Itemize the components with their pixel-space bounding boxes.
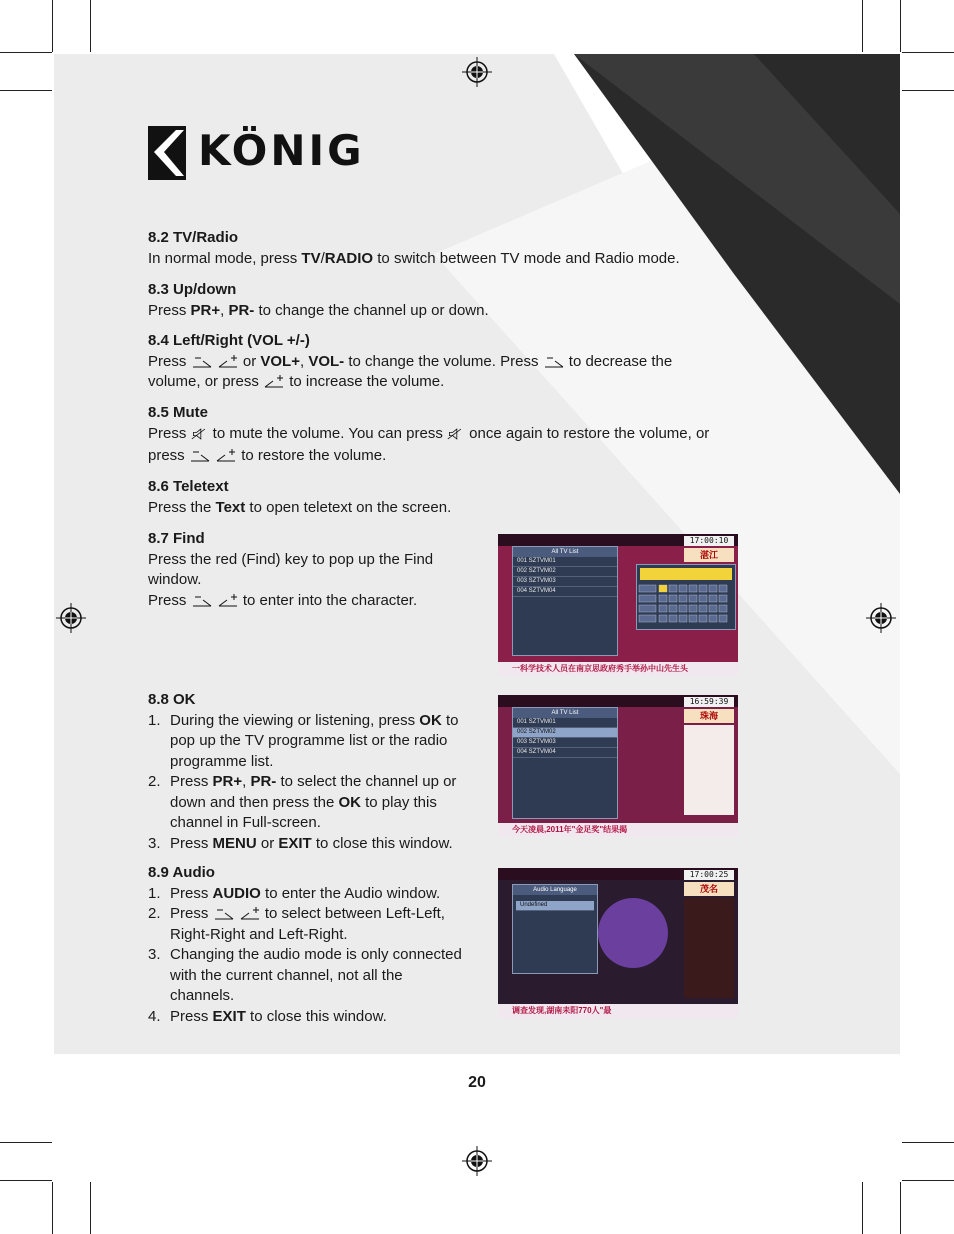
channel-row: 004 SZTVM04	[513, 748, 617, 758]
language-label: ENGLISH	[703, 124, 782, 145]
channel-row: 001 SZTVM01	[513, 557, 617, 567]
text: In normal mode, press	[148, 249, 302, 267]
section-heading: 8.6 Teletext	[148, 478, 229, 495]
section-heading: 8.2 TV/Radio	[148, 229, 239, 246]
key-name: VOL-	[308, 352, 345, 370]
list-item	[148, 884, 488, 905]
volume-down-icon	[191, 594, 213, 608]
text: to enter the Audio window.	[260, 884, 441, 902]
text: to change the volume. Press	[344, 352, 543, 370]
text: to select the channel up or	[276, 773, 457, 790]
section-mute	[148, 403, 748, 467]
crop-mark	[902, 1180, 954, 1181]
list-number: 3.	[148, 834, 161, 852]
crop-mark	[0, 52, 52, 53]
crop-mark	[90, 0, 91, 52]
text: ,	[242, 773, 251, 790]
text: Press	[170, 1007, 213, 1025]
clock-display: 16:59:39	[684, 697, 734, 707]
section-heading: 8.5 Mute	[148, 404, 209, 421]
paragraph	[148, 372, 748, 393]
section-heading: 8.7 Find	[148, 530, 205, 547]
text: with the current channel, not all the	[170, 966, 403, 984]
text: or	[256, 834, 279, 852]
key-name: EXIT	[278, 834, 312, 852]
tv-list-title: All TV List	[513, 547, 617, 557]
channel-row: 003 SZTVM03	[513, 738, 617, 748]
key-name: PR-	[250, 773, 277, 790]
paragraph	[148, 249, 748, 270]
text: to open teletext on the screen.	[245, 498, 452, 516]
find-input-field	[640, 568, 732, 580]
crop-mark	[0, 1142, 52, 1143]
list-item	[148, 834, 488, 855]
key-name: EXIT	[212, 1007, 246, 1025]
text: Press	[170, 884, 213, 902]
text: to close this window.	[245, 1007, 387, 1025]
key-name: Text	[215, 498, 246, 516]
side-advert-panel	[684, 725, 734, 815]
list-number: 3.	[148, 946, 161, 963]
audio-language-panel	[512, 884, 598, 974]
volume-down-icon	[191, 355, 213, 369]
text: Press	[148, 301, 191, 319]
page-number: 20	[468, 1074, 486, 1091]
text: Press	[148, 424, 191, 442]
volume-up-icon	[217, 594, 239, 608]
clock-display: 17:00:10	[684, 536, 734, 546]
volume-up-icon	[239, 907, 261, 921]
crop-mark	[0, 90, 52, 91]
section-audio	[148, 863, 488, 1027]
crop-mark	[52, 1182, 53, 1234]
section-tv-radio	[148, 228, 748, 269]
crop-mark	[862, 1182, 863, 1234]
paragraph	[148, 352, 748, 373]
text: Right-Right and Left-Right.	[170, 925, 348, 943]
channel-row-selected: 002 SZTVM02	[513, 728, 617, 738]
brand-name: KÖNIG	[198, 126, 365, 175]
tv-list-title: All TV List	[513, 708, 617, 718]
registration-mark-icon	[866, 603, 896, 633]
section-ok	[148, 690, 488, 854]
section-heading: 8.8 OK	[148, 691, 196, 708]
paragraph	[148, 446, 748, 467]
text: to play this	[360, 793, 437, 811]
text: to increase the volume.	[285, 373, 445, 390]
list-number: 1.	[148, 884, 161, 902]
text: once again to restore the volume, or	[465, 424, 710, 442]
screenshot-audio-window	[498, 868, 738, 1018]
key-name: OK	[419, 711, 442, 729]
background-graphic	[598, 898, 668, 968]
text: /	[320, 249, 325, 267]
text: volume, or press	[148, 373, 264, 390]
section-find	[148, 529, 478, 611]
city-label: 茂名	[684, 882, 734, 896]
channel-row: 004 SZTVM04	[513, 587, 617, 597]
section-left-right	[148, 331, 748, 393]
audio-window-title: Audio Language	[513, 885, 597, 895]
section-heading: 8.3 Up/down	[148, 281, 237, 298]
key-name: PR+	[212, 773, 243, 790]
crop-mark	[902, 52, 954, 53]
paragraph	[148, 591, 478, 612]
text: Press	[170, 905, 213, 922]
text: channel in Full-screen.	[170, 814, 321, 831]
key-name: OK	[338, 793, 361, 811]
text: Press	[148, 352, 191, 370]
konig-logo-mark-icon	[146, 124, 188, 182]
character-grid	[637, 583, 733, 627]
city-label: 湛江	[684, 548, 734, 562]
paragraph	[148, 301, 748, 322]
list-item	[148, 711, 488, 773]
audio-language-field: Undefined	[516, 901, 594, 911]
news-ticker: 今天凌晨,2011年"金足奖"结果揭	[498, 823, 738, 837]
konig-logo	[146, 124, 365, 182]
volume-up-icon	[215, 449, 237, 463]
paragraph: Press the red (Find) key to pop up the Find	[148, 550, 434, 568]
volume-down-icon	[543, 355, 565, 369]
screenshot-channel-list	[498, 695, 738, 837]
clock-display: 17:00:25	[684, 870, 734, 880]
crop-mark	[902, 90, 954, 91]
key-name: PR-	[228, 301, 255, 319]
text: to switch between TV mode and Radio mode.	[373, 249, 680, 267]
text: ,	[299, 352, 309, 370]
crop-mark	[862, 0, 863, 52]
text: During the viewing or listening, press	[170, 711, 420, 729]
paragraph	[148, 498, 748, 519]
list-number: 1.	[148, 711, 161, 729]
side-advert-panel	[684, 898, 734, 998]
section-teletext	[148, 477, 748, 518]
text: pop up the TV programme list or the radio	[170, 732, 448, 749]
city-label: 珠海	[684, 709, 734, 723]
registration-mark-icon	[462, 57, 492, 87]
volume-down-icon	[189, 449, 211, 463]
text: to enter into the character.	[238, 591, 418, 609]
text: down and then press the	[170, 793, 339, 811]
key-name: AUDIO	[212, 884, 261, 902]
key-name: VOL+	[260, 352, 300, 370]
list-item	[148, 945, 488, 1007]
list-number: 4.	[148, 1007, 161, 1025]
text: Press	[170, 834, 213, 852]
registration-mark-icon	[56, 603, 86, 633]
mute-icon	[191, 427, 209, 441]
section-up-down	[148, 280, 748, 321]
tv-list-panel	[512, 707, 618, 819]
screenshot-find-window	[498, 534, 738, 676]
volume-up-icon	[217, 355, 239, 369]
section-heading: 8.4 Left/Right (VOL +/-)	[148, 332, 310, 349]
news-ticker: 调查发现,湖南耒阳770人"最	[498, 1004, 738, 1018]
text: Press the	[148, 498, 216, 516]
text: to restore the volume.	[237, 447, 387, 464]
key-name: PR+	[190, 301, 221, 319]
text: or	[238, 352, 261, 370]
channel-row: 002 SZTVM02	[513, 567, 617, 577]
find-keyboard-panel	[636, 564, 736, 630]
list-item	[148, 1007, 488, 1028]
crop-mark	[900, 0, 901, 52]
crop-mark	[900, 1182, 901, 1234]
key-name: RADIO	[324, 249, 374, 267]
crop-mark	[90, 1182, 91, 1234]
list-number: 2.	[148, 905, 161, 922]
text: programme list.	[170, 752, 274, 770]
text: ,	[220, 301, 229, 319]
list-item	[148, 772, 488, 834]
list-number: 2.	[148, 773, 161, 790]
text: to change the channel up or down.	[254, 301, 489, 319]
text: to	[441, 711, 459, 729]
crop-mark	[902, 1142, 954, 1143]
text: to close this window.	[311, 834, 453, 852]
list-item	[148, 904, 488, 945]
key-name: TV	[301, 249, 321, 267]
volume-down-icon	[213, 907, 235, 921]
crop-mark	[0, 1180, 52, 1181]
channel-row: 001 SZTVM01	[513, 718, 617, 728]
channel-row: 003 SZTVM03	[513, 577, 617, 587]
text: Press	[148, 591, 191, 609]
registration-mark-icon	[462, 1146, 492, 1176]
crop-mark	[52, 0, 53, 52]
text: Changing the audio mode is only connected	[170, 946, 462, 963]
mute-icon	[447, 427, 465, 441]
text: to mute the volume. You can press	[208, 424, 447, 442]
text: press	[148, 447, 189, 464]
tv-list-panel	[512, 546, 618, 656]
paragraph	[148, 424, 748, 445]
text: to decrease the	[564, 352, 673, 370]
key-name: MENU	[212, 834, 257, 852]
text: to select between Left-Left,	[260, 905, 445, 922]
volume-up-icon	[263, 375, 285, 389]
text: channels.	[170, 987, 235, 1004]
news-ticker: 一科学技术人员在南京思政府秀手举孙中山先生头	[498, 662, 738, 676]
section-heading: 8.9 Audio	[148, 864, 215, 881]
text: Press	[170, 773, 213, 790]
paragraph: window.	[148, 571, 202, 588]
